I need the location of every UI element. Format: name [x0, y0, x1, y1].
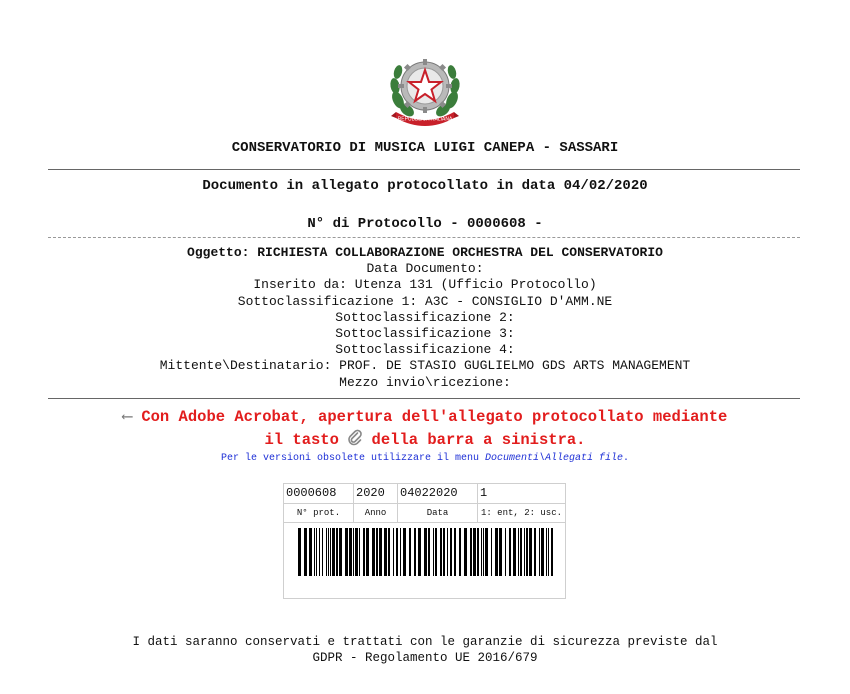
barcode-bar	[326, 528, 327, 576]
dotted-divider	[48, 237, 800, 238]
obsolete-versions-hint	[0, 453, 850, 464]
label-protocollo: N° prot.	[284, 504, 354, 522]
hint-end: .	[623, 453, 630, 464]
sottoclassificazione-2-line: Sottoclassificazione 2:	[335, 309, 515, 325]
paperclip-icon	[348, 429, 362, 446]
barcode-bar	[546, 528, 547, 576]
emblem-icon	[388, 50, 462, 128]
barcode-bar	[322, 528, 323, 576]
barcode-bar	[526, 528, 528, 576]
sottoclassificazione-3-line: Sottoclassificazione 3:	[335, 326, 515, 342]
barcode-bar	[349, 528, 352, 576]
barcode-bar	[520, 528, 522, 576]
barcode-bar	[384, 528, 387, 576]
barcode-bar	[316, 528, 317, 576]
barcode-bar	[403, 528, 406, 576]
barcode-bar	[428, 528, 430, 576]
code-anno: 2020	[354, 484, 398, 503]
barcode-bar	[435, 528, 437, 576]
barcode-panel	[283, 483, 566, 599]
barcode-bar	[447, 528, 448, 576]
barcode-bar	[539, 528, 540, 576]
barcode-bar	[529, 528, 532, 576]
barcode-bar	[366, 528, 369, 576]
barcode-bar	[414, 528, 416, 576]
data-documento-line: Data Documento:	[366, 261, 484, 277]
footer-line-2: GDPR - Regolamento UE 2016/679	[312, 651, 538, 665]
barcode-bar	[332, 528, 335, 576]
protocol-number: N° di Protocollo - 0000608 -	[307, 216, 543, 232]
barcode-bar	[450, 528, 452, 576]
barcode-bar	[345, 528, 348, 576]
document-details	[0, 245, 850, 391]
footer-line-1: I dati saranno conservati e trattati con le garanzie di sicurezza previste dal	[132, 635, 718, 649]
barcode-bar	[330, 528, 331, 576]
barcode-graphic	[298, 528, 554, 576]
barcode-bar	[298, 528, 301, 576]
label-data: Data	[398, 504, 478, 522]
hint-menu-path: Documenti\Allegati file	[485, 453, 624, 464]
mittente-destinatario-line: Mittente\Destinatario: PROF. DE STASIO GUGLIELMO GDS ARTS MANAGEMENT	[159, 358, 691, 374]
barcode-bar	[551, 528, 553, 576]
barcode-bar	[359, 528, 360, 576]
barcode-bar	[548, 528, 549, 576]
barcode-bar	[379, 528, 382, 576]
inserito-da-line: Inserito da: Utenza 131 (Ufficio Protocollo)	[253, 277, 597, 293]
barcode-bar	[376, 528, 378, 576]
barcode-bar	[328, 528, 329, 576]
institution-name: CONSERVATORIO DI MUSICA LUIGI CANEPA - SASSARI	[231, 140, 619, 156]
barcode-bar	[481, 528, 482, 576]
label-direzione: 1: ent, 2: usc.	[480, 508, 562, 518]
arrow-left-icon: ⟵	[122, 408, 133, 426]
barcode-bar	[409, 528, 411, 576]
barcode-bar	[304, 528, 307, 576]
barcode-bar	[353, 528, 354, 576]
notice-line-2	[0, 429, 850, 452]
code-protocollo: 0000608	[284, 484, 354, 503]
barcode-bar	[309, 528, 312, 576]
barcode-bar	[470, 528, 472, 576]
mezzo-invio-line: Mezzo invio\ricezione:	[339, 374, 511, 390]
barcode-bar	[393, 528, 394, 576]
hint-text: Per le versioni obsolete utilizzare il menu	[220, 453, 485, 464]
notice-text-1: Con Adobe Acrobat, apertura dell'allegato protocollato mediante	[141, 408, 728, 426]
barcode-bar	[336, 528, 338, 576]
privacy-footer	[0, 634, 850, 666]
document-title: Documento in allegato protocollato in data 04/02/2020	[202, 178, 648, 194]
oggetto-line: Oggetto: RICHIESTA COLLABORAZIONE ORCHESTRA DEL CONSERVATORIO	[187, 245, 663, 260]
sottoclassificazione-1-line: Sottoclassificazione 1: A3C - CONSIGLIO D'AMM.NE	[237, 293, 613, 309]
notice-line-1	[0, 406, 850, 429]
barcode-bar	[524, 528, 525, 576]
barcode-bar	[495, 528, 498, 576]
barcode-bar	[513, 528, 516, 576]
barcode-bar	[314, 528, 315, 576]
barcode-bar	[319, 528, 320, 576]
barcode-bar	[339, 528, 342, 576]
code-data: 04022020	[398, 484, 478, 503]
barcode-bar	[388, 528, 390, 576]
notice-text-2a: il tasto	[264, 431, 339, 449]
barcode-bar	[509, 528, 511, 576]
barcode-bar	[440, 528, 442, 576]
barcode-bar	[396, 528, 398, 576]
barcode-code-row	[284, 484, 565, 504]
barcode-bar	[443, 528, 445, 576]
barcode-bar	[418, 528, 421, 576]
barcode-bar	[355, 528, 358, 576]
notice-text-2b: della barra a sinistra.	[371, 431, 586, 449]
barcode-bar	[499, 528, 502, 576]
republic-emblem-logo	[388, 50, 462, 128]
label-anno: Anno	[354, 504, 398, 522]
barcode-bar	[505, 528, 506, 576]
barcode-bar	[363, 528, 365, 576]
barcode-bar	[518, 528, 519, 576]
barcode-bar	[454, 528, 456, 576]
barcode-label-row	[284, 504, 565, 523]
barcode-bar	[424, 528, 427, 576]
barcode-bar	[372, 528, 375, 576]
barcode-bar	[534, 528, 536, 576]
barcode-bar	[541, 528, 544, 576]
barcode-bar	[400, 528, 401, 576]
barcode-bar	[473, 528, 476, 576]
emblem-ribbon-text: REPUBBLICA ITALIANA	[397, 116, 453, 123]
barcode-bar	[491, 528, 492, 576]
barcode-bar	[464, 528, 467, 576]
barcode-bar	[459, 528, 461, 576]
sottoclassificazione-4-line: Sottoclassificazione 4:	[335, 342, 515, 358]
barcode-bar	[433, 528, 434, 576]
code-direzione: 1	[480, 486, 488, 500]
barcode-bar	[485, 528, 488, 576]
acrobat-notice	[0, 406, 850, 452]
divider	[48, 398, 800, 399]
divider	[48, 169, 800, 170]
barcode-bar	[483, 528, 484, 576]
barcode-bar	[477, 528, 479, 576]
